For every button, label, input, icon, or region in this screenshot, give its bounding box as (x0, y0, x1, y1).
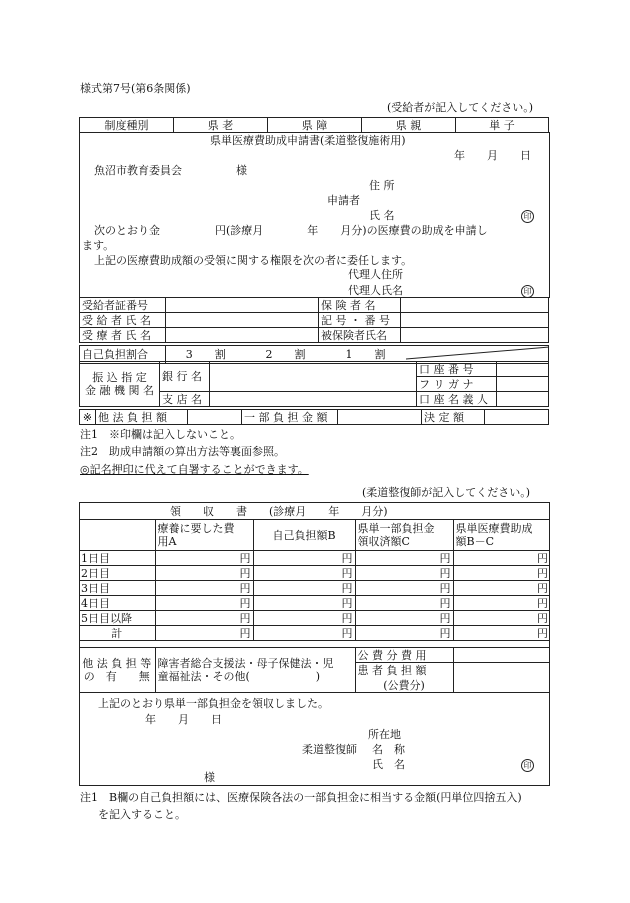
receipt-total-b[interactable]: 円 (253, 626, 355, 641)
receipt-cell-d[interactable]: 円 (453, 566, 550, 581)
receipt-corner (79, 520, 155, 551)
branch-name-field[interactable] (210, 392, 417, 407)
receipt-cell-c[interactable]: 円 (355, 551, 453, 566)
patient-pay-field[interactable] (453, 663, 550, 693)
receipt-col-b: 自己負担額B (253, 520, 355, 551)
provider-label: 柔道整復師 (302, 743, 357, 756)
recipient-info-table (79, 297, 549, 343)
account-number-label: 口 座 番 号 (417, 362, 497, 377)
receipt-total-a[interactable]: 円 (155, 626, 253, 641)
receipt-row-label: 4日目 (79, 596, 155, 611)
addressee: 魚沼市教育委員会 (94, 164, 182, 177)
patient-pay-label: 患 者 負 担 額 (355, 663, 453, 679)
recipient-cert-number-label: 受給者証番号 (80, 298, 166, 313)
applicant-label: 申請者 (327, 194, 360, 207)
partial-payment-field (338, 410, 422, 425)
account-number-field[interactable] (497, 362, 549, 377)
account-holder-field[interactable] (497, 392, 549, 407)
insured-name-label: 被保険者氏名 (319, 328, 401, 343)
receipt-sama: 様 (204, 771, 215, 784)
receipt-row-label: 3日目 (79, 581, 155, 596)
note-signature: ◎記名押印に代えて自署することができます。 (80, 463, 309, 476)
system-type-prefecture-elderly[interactable]: 県 老 (174, 118, 268, 133)
table-row (79, 581, 550, 596)
self-pay-ratio-3[interactable]: 3 割 (166, 346, 246, 364)
receipt-cell-c[interactable]: 円 (355, 596, 453, 611)
decision-amount-field (485, 410, 549, 425)
bank-name-field[interactable] (210, 362, 417, 392)
insurer-name-field[interactable] (401, 298, 549, 313)
office-use-mark: ※ (80, 410, 96, 425)
self-pay-ratio-label: 自己負担割合 (80, 346, 166, 364)
bank-info-table (79, 361, 549, 407)
receipt-cell-d[interactable]: 円 (453, 596, 550, 611)
system-type-label: 制度種別 (80, 118, 174, 133)
table-row (79, 626, 550, 641)
other-law-table (79, 647, 550, 693)
receipt-date[interactable]: 年 月 日 (145, 713, 222, 726)
receipt-col-d: 県単医療費助成 額B－C (453, 520, 550, 551)
provider-note: (柔道整復師が記入してください。) (362, 486, 531, 499)
receipt-cell-a[interactable]: 円 (155, 581, 253, 596)
receipt-cell-b[interactable]: 円 (253, 566, 355, 581)
system-type-single-child[interactable]: 単 子 (456, 118, 549, 133)
bank-designation-label: 振 込 指 定 金 融 機 関 名 (80, 362, 160, 407)
table-row (79, 551, 550, 566)
agent-name-label: 代理人氏名 (348, 284, 403, 297)
provider-location-label: 所在地 (368, 728, 401, 741)
addressee-sama: 様 (236, 164, 247, 177)
self-pay-ratio-1[interactable]: 1 割 (326, 346, 406, 364)
table-row (79, 611, 550, 626)
system-type-prefecture-disabled[interactable]: 県 障 (268, 118, 362, 133)
receipt-row-label: 2日目 (79, 566, 155, 581)
self-pay-ratio-2[interactable]: 2 割 (246, 346, 326, 364)
decision-amount-label: 決 定 額 (422, 410, 485, 425)
receipt-title: 領 収 書 (診療月 年 月分) (170, 505, 388, 518)
note-1: 注1 ※印欄は記入しないこと。 (80, 428, 241, 441)
public-cost-label: 公 費 分 費 用 (355, 648, 453, 663)
receipt-row-label: 1日目 (79, 551, 155, 566)
bank-name-label: 銀 行 名 (160, 362, 210, 392)
other-law-options[interactable]: 障害者総合支援法・母子保健法・児 童福祉法・その他( ) (155, 648, 355, 693)
receipt-note-1: 注1 B欄の自己負担額には、医療保険各法の一部負担金に相当する金額(円単位四捨五入) (80, 791, 522, 804)
application-title: 県単医療費助成申請書(柔道整復施術用) (210, 134, 406, 147)
recipient-cert-number-field[interactable] (166, 298, 319, 313)
patient-name-field[interactable] (166, 328, 319, 343)
receipt-cell-a[interactable]: 円 (155, 596, 253, 611)
receipt-col-c: 県単一部負担金 領収済額C (355, 520, 453, 551)
application-date[interactable]: 年 月 日 (454, 149, 531, 162)
application-body-line2: ます。 (82, 239, 115, 252)
table-row (79, 566, 550, 581)
other-law-label: 他 法 負 担 等 の 有 無 (79, 648, 155, 693)
applicant-note: (受給者が記入してください。) (387, 101, 534, 114)
delegation-line: 上記の医療費助成額の受領に関する権限を次の者に委任します。 (94, 254, 413, 267)
other-law-amount-field (188, 410, 242, 425)
recipient-name-field[interactable] (166, 313, 319, 328)
note-2: 注2 助成申請額の算出方法等裏面参照。 (80, 445, 285, 458)
receipt-cell-b[interactable]: 円 (253, 551, 355, 566)
receipt-cell-d[interactable]: 円 (453, 611, 550, 626)
account-holder-label: 口 座 名 義 人 (417, 392, 497, 407)
applicant-seal-icon: 印 (521, 209, 534, 223)
table-row (80, 313, 549, 328)
receipt-cell-a[interactable]: 円 (155, 566, 253, 581)
provider-name-label: 名 称 (372, 743, 405, 756)
provider-seal-icon: 印 (521, 758, 534, 772)
public-cost-field[interactable] (453, 648, 550, 663)
agent-address-label: 代理人住所 (348, 268, 403, 281)
table-row (79, 596, 550, 611)
symbol-number-label: 記 号 ・ 番 号 (319, 313, 401, 328)
application-body-line1: 次のとおり金 円(診療月 年 月分)の医療費の助成を申請し (94, 224, 488, 237)
system-type-table (79, 117, 549, 133)
patient-name-label: 受 療 者 氏 名 (80, 328, 166, 343)
receipt-note-1-cont: を記入すること。 (98, 808, 186, 821)
receipt-cell-a[interactable]: 円 (155, 551, 253, 566)
patient-pay-public-label: (公費分) (355, 678, 453, 693)
receipt-cell-c[interactable]: 円 (355, 581, 453, 596)
receipt-table (79, 519, 550, 641)
receipt-total-c[interactable]: 円 (355, 626, 453, 641)
insurer-name-label: 保 険 者 名 (319, 298, 401, 313)
other-law-amount-label: 他 法 負 担 額 (96, 410, 188, 425)
office-use-table (79, 409, 549, 425)
receipt-col-a: 療養に要した費 用A (155, 520, 253, 551)
diagonal-slash-icon (406, 346, 549, 360)
provider-person-label: 氏 名 (372, 758, 405, 771)
applicant-name-label: 氏 名 (369, 209, 395, 222)
table-row (80, 328, 549, 343)
branch-name-label: 支 店 名 (160, 392, 210, 407)
table-row (80, 298, 549, 313)
system-type-prefecture-parent[interactable]: 県 親 (362, 118, 456, 133)
receipt-cell-b[interactable]: 円 (253, 611, 355, 626)
applicant-address-label: 住 所 (369, 179, 395, 192)
received-statement: 上記のとおり県単一部負担金を領収しました。 (98, 697, 329, 710)
receipt-cell-a[interactable]: 円 (155, 611, 253, 626)
receipt-cell-b[interactable]: 円 (253, 581, 355, 596)
receipt-row-label: 5日目以降 (79, 611, 155, 626)
recipient-name-label: 受 給 者 氏 名 (80, 313, 166, 328)
receipt-cell-c[interactable]: 円 (355, 611, 453, 626)
receipt-total-label: 計 (79, 626, 155, 641)
receipt-cell-c[interactable]: 円 (355, 566, 453, 581)
furigana-field[interactable] (497, 377, 549, 392)
form-number: 様式第7号(第6条関係) (80, 82, 191, 95)
receipt-cell-b[interactable]: 円 (253, 596, 355, 611)
insured-name-field[interactable] (401, 328, 549, 343)
agent-seal-icon: 印 (521, 284, 534, 298)
receipt-cell-d[interactable]: 円 (453, 581, 550, 596)
symbol-number-field[interactable] (401, 313, 549, 328)
receipt-total-d[interactable]: 円 (453, 626, 550, 641)
receipt-cell-d[interactable]: 円 (453, 551, 550, 566)
furigana-label: フ リ ガ ナ (417, 377, 497, 392)
partial-payment-label: 一 部 負 担 金 額 (242, 410, 338, 425)
